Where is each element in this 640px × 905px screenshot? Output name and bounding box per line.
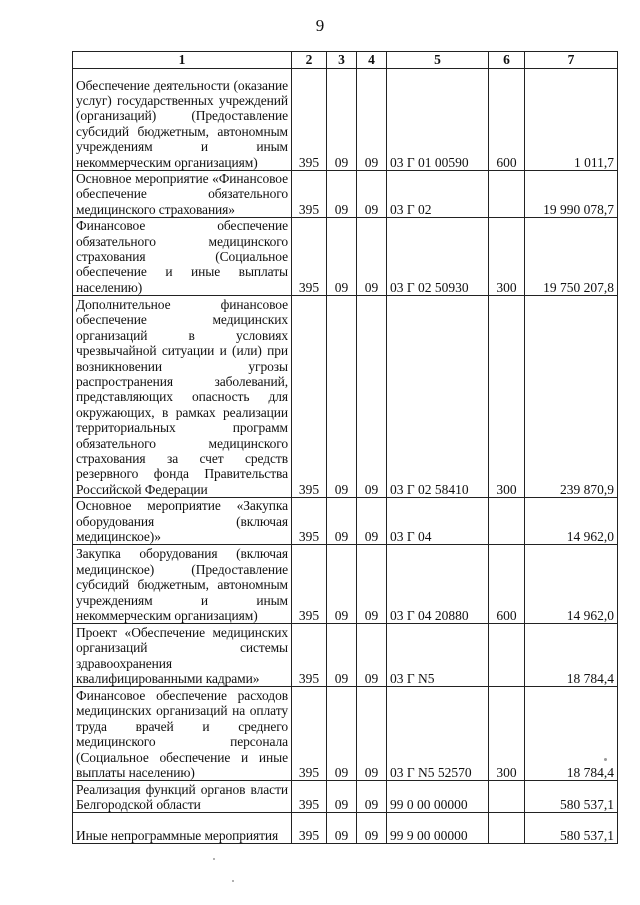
admin-code-cell: 395 <box>292 687 327 781</box>
header-col-5: 5 <box>387 52 489 69</box>
row-name-cell: Обеспечение деятельности (оказание услуг) государственных учреждений (организаций) (Предоставление субсидий бюджетным, автономным учреждениям и иным некоммерческим организациям) <box>73 69 292 171</box>
subsection-cell: 09 <box>357 545 387 624</box>
table-row <box>73 687 618 781</box>
amount-cell: 19 750 207,8 <box>525 218 618 296</box>
subsection-cell: 09 <box>357 218 387 296</box>
subsection-cell: 09 <box>357 687 387 781</box>
header-col-7: 7 <box>525 52 618 69</box>
expense-type-cell: 600 <box>489 545 525 624</box>
admin-code-cell: 395 <box>292 781 327 813</box>
target-item-cell: 03 Г 01 00590 <box>387 69 489 171</box>
scan-speck <box>213 858 215 860</box>
row-name-cell: Финансовое обеспечение расходов медицинских организаций на оплату труда врачей и среднего медицинского персонала (Социальное обеспечение и иные выплаты населению) <box>73 687 292 781</box>
admin-code-cell: 395 <box>292 498 327 545</box>
table-body <box>73 69 618 844</box>
section-cell: 09 <box>327 218 357 296</box>
table-row <box>73 781 618 813</box>
amount-cell: 18 784,4 <box>525 624 618 687</box>
section-cell: 09 <box>327 624 357 687</box>
admin-code-cell: 395 <box>292 813 327 844</box>
section-cell: 09 <box>327 545 357 624</box>
table-row <box>73 624 618 687</box>
row-name-cell: Реализация функций органов власти Белгородской области <box>73 781 292 813</box>
target-item-cell: 03 Г 02 <box>387 171 489 218</box>
row-name-cell: Основное мероприятие «Закупка оборудования (включая медицинское)» <box>73 498 292 545</box>
admin-code-cell: 395 <box>292 545 327 624</box>
expense-type-cell <box>489 624 525 687</box>
target-item-cell: 03 Г 02 58410 <box>387 296 489 498</box>
section-cell: 09 <box>327 296 357 498</box>
target-item-cell: 03 Г N5 <box>387 624 489 687</box>
amount-cell: 580 537,1 <box>525 781 618 813</box>
section-cell: 09 <box>327 69 357 171</box>
table-row <box>73 813 618 844</box>
expense-type-cell <box>489 813 525 844</box>
subsection-cell: 09 <box>357 171 387 218</box>
subsection-cell: 09 <box>357 813 387 844</box>
expense-type-cell: 300 <box>489 296 525 498</box>
target-item-cell: 99 0 00 00000 <box>387 781 489 813</box>
header-col-2: 2 <box>292 52 327 69</box>
amount-cell: 14 962,0 <box>525 545 618 624</box>
section-cell: 09 <box>327 687 357 781</box>
expense-type-cell: 600 <box>489 69 525 171</box>
subsection-cell: 09 <box>357 781 387 813</box>
target-item-cell: 99 9 00 00000 <box>387 813 489 844</box>
section-cell: 09 <box>327 813 357 844</box>
header-row <box>73 52 618 69</box>
target-item-cell: 03 Г 04 20880 <box>387 545 489 624</box>
scan-speck <box>604 758 607 761</box>
header-col-6: 6 <box>489 52 525 69</box>
header-col-1: 1 <box>73 52 292 69</box>
row-name-cell: Проект «Обеспечение медицинских организаций системы здравоохранения квалифицированными кадрами» <box>73 624 292 687</box>
row-name-cell: Финансовое обеспечение обязательного медицинского страхования (Социальное обеспечение и иные выплаты населению) <box>73 218 292 296</box>
budget-table <box>72 51 618 844</box>
target-item-cell: 03 Г 02 50930 <box>387 218 489 296</box>
row-name-cell: Дополнительное финансовое обеспечение медицинских организаций в условиях чрезвычайной ситуации и (или) при возникновении угрозы распространения заболеваний, представляющих опасность для окружающих, в рамках реализации территориальных программ обязательного медицинского страхования за счет средств резервного фонда Правительства Российской Федерации <box>73 296 292 498</box>
expense-type-cell: 300 <box>489 687 525 781</box>
expense-type-cell <box>489 498 525 545</box>
scan-speck <box>232 880 234 882</box>
header-col-4: 4 <box>357 52 387 69</box>
table-row <box>73 171 618 218</box>
row-name-cell: Иные непрограммные мероприятия <box>73 813 292 844</box>
table-row <box>73 498 618 545</box>
table-row <box>73 69 618 171</box>
amount-cell: 19 990 078,7 <box>525 171 618 218</box>
admin-code-cell: 395 <box>292 171 327 218</box>
expense-type-cell: 300 <box>489 218 525 296</box>
header-col-3: 3 <box>327 52 357 69</box>
page-number: 9 <box>315 16 325 35</box>
section-cell: 09 <box>327 498 357 545</box>
subsection-cell: 09 <box>357 624 387 687</box>
row-name-cell: Основное мероприятие «Финансовое обеспечение обязательного медицинского страхования» <box>73 171 292 218</box>
section-cell: 09 <box>327 781 357 813</box>
amount-cell: 239 870,9 <box>525 296 618 498</box>
section-cell: 09 <box>327 171 357 218</box>
subsection-cell: 09 <box>357 296 387 498</box>
expense-type-cell <box>489 781 525 813</box>
table-row <box>73 218 618 296</box>
table-row <box>73 296 618 498</box>
table-row <box>73 545 618 624</box>
table-header <box>73 52 618 69</box>
admin-code-cell: 395 <box>292 296 327 498</box>
target-item-cell: 03 Г 04 <box>387 498 489 545</box>
admin-code-cell: 395 <box>292 218 327 296</box>
amount-cell: 1 011,7 <box>525 69 618 171</box>
subsection-cell: 09 <box>357 498 387 545</box>
admin-code-cell: 395 <box>292 624 327 687</box>
amount-cell: 580 537,1 <box>525 813 618 844</box>
amount-cell: 18 784,4 <box>525 687 618 781</box>
subsection-cell: 09 <box>357 69 387 171</box>
amount-cell: 14 962,0 <box>525 498 618 545</box>
admin-code-cell: 395 <box>292 69 327 171</box>
target-item-cell: 03 Г N5 52570 <box>387 687 489 781</box>
row-name-cell: Закупка оборудования (включая медицинское) (Предоставление субсидий бюджетным, автономным учреждениям и иным некоммерческим организациям) <box>73 545 292 624</box>
expense-type-cell <box>489 171 525 218</box>
